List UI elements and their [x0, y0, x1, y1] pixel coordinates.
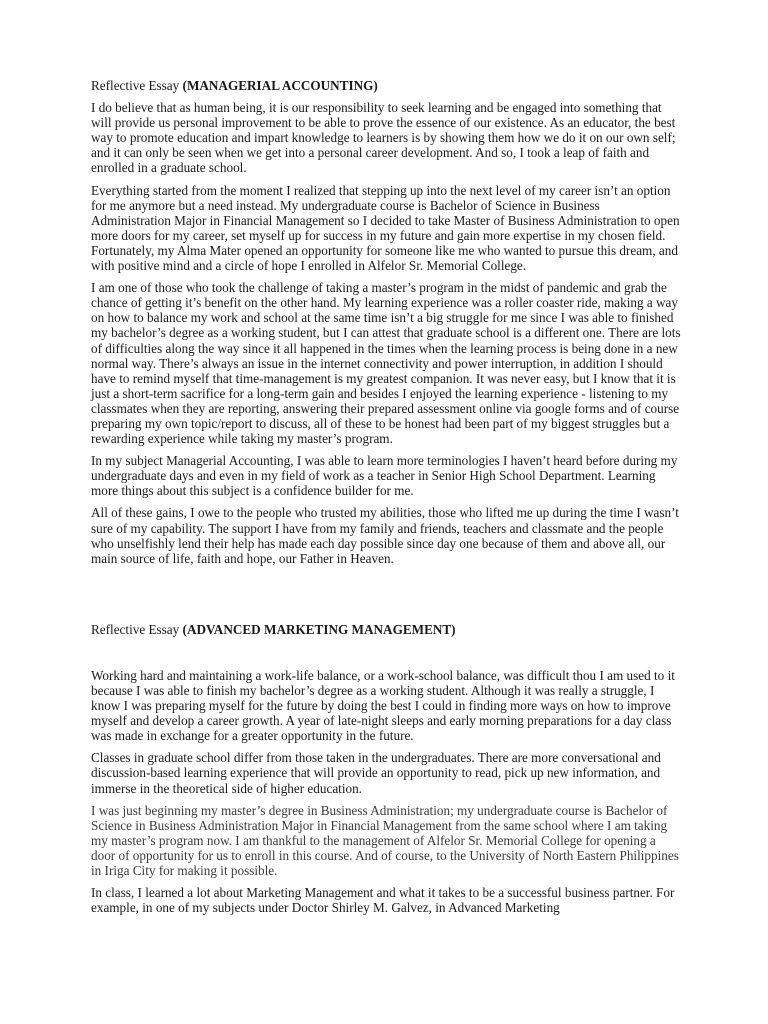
paragraph: Everything started from the moment I realized that stepping up into the next level of my career isn’t an option for me anymore but a need instead. My undergraduate course is Bachelor of Science in Business Administration Major in Financial Management so I decided to take Master of Business Administration to open more doors for my career, set myself up for success in my future and gain more expertise in my chosen field. Fortunately, my Alma Mater opened an opportunity for someone like me who wanted to pursue this dream, and with positive mind and a circle of hope I enrolled in Alfelor Sr. Memorial College.: [91, 182, 680, 274]
paragraph: Classes in graduate school differ from those taken in the undergraduates. There are more conversational and discussion-based learning experience that will provide an opportunity to read, pick up new information, and immerse in the theoretical side of higher education.: [91, 750, 661, 796]
heading-subject: (ADVANCED MARKETING MANAGEMENT): [182, 621, 456, 637]
paragraph: All of these gains, I owe to the people who trusted my abilities, those who lifted me up during the time I wasn’t sure of my capability. The support I have from my family and friends, teachers and classmate and the people who unselfishly lend their help has made each day possible since day one because of them and above all, our main source of life, faith and hope, our Father in Heaven.: [91, 505, 679, 566]
paragraph: Working hard and maintaining a work-life balance, or a work-school balance, was difficult thou I am used to it because I was able to finish my bachelor’s degree as a working student. Although it was really a struggle, I know I was preparing myself for the future by doing the best I could in finding more ways on how to improve myself and develop a career growth. A year of late-night sleeps and early morning preparations for a day class was made in exchange for a greater opportunity in the future.: [91, 667, 675, 744]
heading-prefix: Reflective Essay: [91, 621, 183, 637]
paragraph: I was just beginning my master’s degree in Business Administration; my undergraduate course is Bachelor of Science in Business Administration Major in Financial Management from the same school where I am taking my master’s program now. I am thankful to the management of Alfelor Sr. Memorial College for opening a door of opportunity for us to enroll in this course. And of course, to the University of North Eastern Philippines in Iriga City for making it possible.: [91, 802, 679, 879]
heading-prefix: Reflective Essay: [91, 78, 183, 93]
paragraph: In class, I learned a lot about Marketing Management and what it takes to be a successful business partner. For example, in one of my subjects under Doctor Shirley M. Galvez, in Advanced Marketing: [91, 885, 675, 916]
paragraph: I am one of those who took the challenge of taking a master’s program in the midst of pandemic and grab the chance of getting it’s benefit on the other hand. My learning experience was a roller coaster ride, making a way on how to balance my work and school at the same time isn’t a big struggle for me since I was able to finished my bachelor’s degree as a working student, but I can attest that graduate school is a different one. There are lots of difficulties along the way since it all happened in the times when the learning process is being done in a new normal way. There’s always an issue in the internet connectivity and power interruption, in addition I should have to remind myself that time-management is my greatest companion. It was never easy, but I know that it is just a short-term sacrifice for a long-term gain and besides I enjoyed the learning experience - listening to my classmates when they are reporting, answering their prepared assessment online via google forms and of course preparing my own topic/report to discuss, all of these to be honest had been part of my biggest struggles but a rewarding experience while taking my master’s program.: [91, 280, 681, 447]
heading-subject: (MANAGERIAL ACCOUNTING): [182, 78, 378, 93]
essay-managerial-accounting: [91, 78, 681, 566]
document-page: [91, 78, 681, 922]
essay-advanced-marketing-management: [91, 622, 681, 916]
paragraph: In my subject Managerial Accounting, I was able to learn more terminologies I haven’t heard before during my undergraduate days and even in my field of work as a teacher in Senior High School Department. Learning more things about this subject is a confidence builder for me.: [91, 453, 678, 499]
essay-heading: [91, 78, 681, 93]
essay-heading: [91, 622, 681, 637]
paragraph: I do believe that as human being, it is our responsibility to seek learning and be engaged into something that will provide us personal improvement to be able to prove the essence of our existence. As an educator, the best way to promote education and impart knowledge to learners is by showing them how we do it on our own self; and it can only be seen when we get into a personal career development. And so, I took a leap of faith and enrolled in a graduate school.: [91, 100, 676, 176]
